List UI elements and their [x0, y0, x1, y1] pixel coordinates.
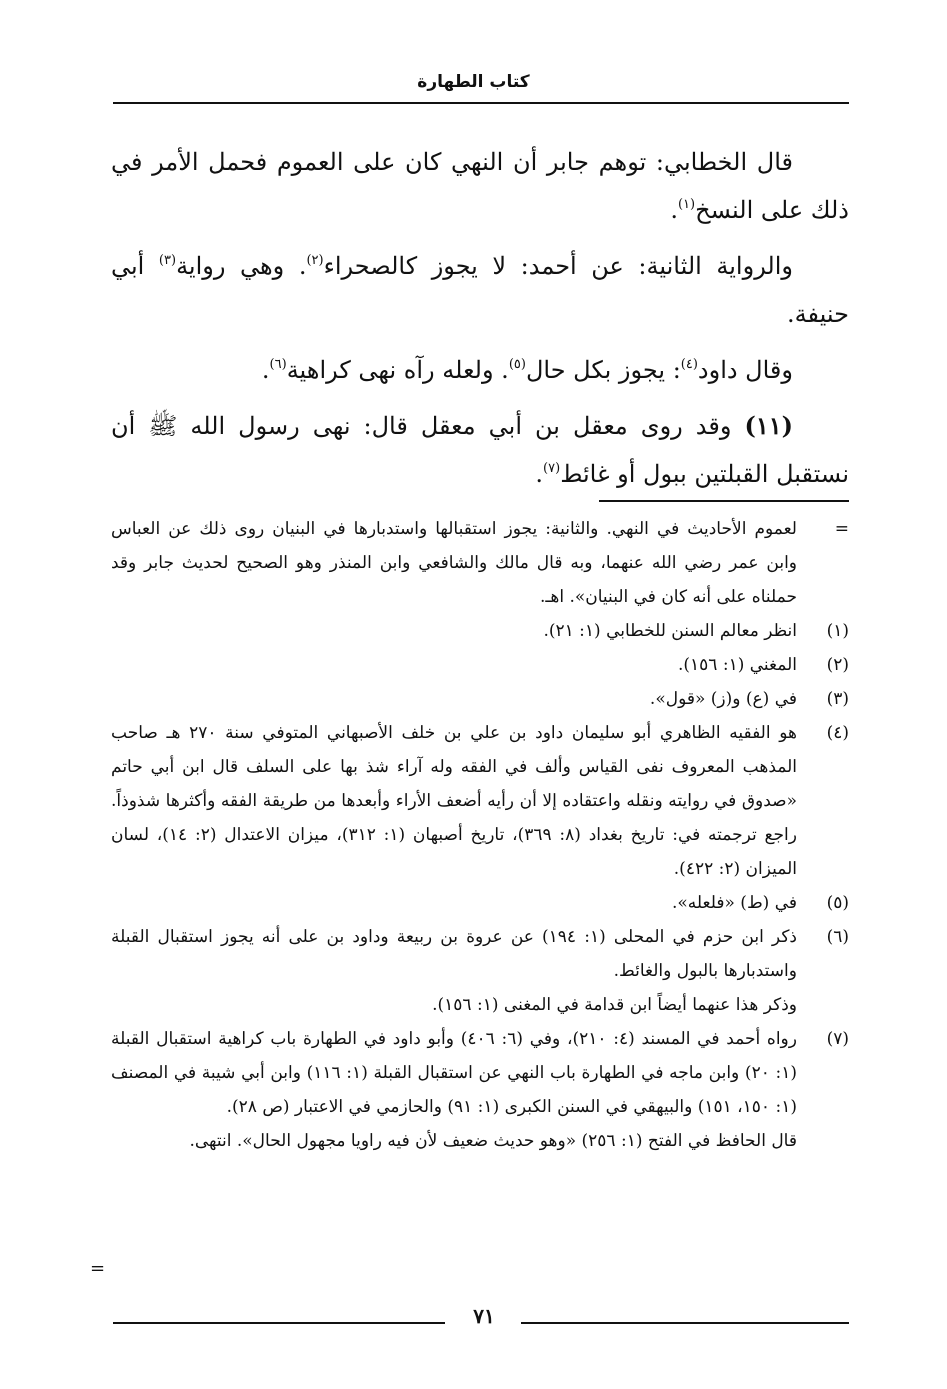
footnote-1	[111, 614, 849, 648]
footnote-4	[111, 716, 849, 886]
footnote-ref-3[interactable]: (٣)	[158, 253, 177, 268]
paragraph-text: وقال داود	[697, 356, 793, 384]
footnote-6-continuation: وذكر هذا عنهما أيضاً ابن قدامة في المغنى (١: ١٥٦).	[432, 995, 797, 1015]
paragraph-text: قال الخطابي: توهم جابر أن النهي كان على العموم فحمل الأمر في ذلك على النسخ	[111, 148, 849, 224]
paragraph-end: .	[670, 196, 678, 224]
main-text	[111, 138, 849, 506]
hadith-number: (١١)	[744, 411, 793, 440]
footnote-continued	[111, 512, 849, 614]
footnote-ref-5[interactable]: (٥)	[508, 357, 526, 372]
footnote-ref-4[interactable]: (٤)	[680, 357, 698, 372]
footnotes	[111, 512, 849, 1158]
paragraph-hadith-11	[111, 402, 849, 498]
footnote-5	[111, 886, 849, 920]
footnote-3	[111, 682, 849, 716]
page-number: ٧١	[473, 1304, 495, 1328]
footer-rule-right	[521, 1322, 849, 1324]
footnote-ref-2[interactable]: (٢)	[306, 253, 324, 268]
footnote-number: (٤)	[826, 723, 849, 743]
footnote-number: (٣)	[826, 689, 849, 709]
footnote-text: ذكر ابن حزم في المحلى (١: ١٩٤) عن عروة بن ربيعة وداود بن على أنه يجوز استقبال القبلة واستدبارها بالبول والغائط.	[111, 927, 797, 981]
footnote-ref-7[interactable]: (٧)	[543, 461, 561, 476]
paragraph-khattabi	[111, 138, 849, 234]
paragraph-end: .	[261, 356, 270, 384]
paragraph-text: . ولعله رآه نهى كراهية	[286, 356, 509, 384]
footer-rule-left	[113, 1322, 445, 1324]
footnote-text: لعموم الأحاديث في النهي. والثانية: يجوز استقبالها واستدبارها في البنيان روى ذلك عن العباس وابن عمر رضي الله عنهما، وبه قال مالك والشافعي وابن المنذر وهو الصحيح لحديث جابر وقد حملناه على أنه كان في البنيان». اهـ.	[111, 519, 797, 607]
running-title: كتاب الطهارة	[417, 72, 530, 92]
footnote-ref-6[interactable]: (٦)	[269, 357, 287, 372]
footnote-text: المغني (١: ١٥٦).	[677, 655, 797, 675]
footnote-number: (٦)	[826, 927, 849, 947]
paragraph-text: وقد روى معقل بن أبي معقل قال: نهى رسول الله ﷺ أن نستقبل القبلتين ببول أو غائط	[111, 412, 849, 488]
paragraph-text: والرواية الثانية: عن أحمد: لا يجوز كالصحراء	[323, 252, 794, 280]
footnote-text: في (ط) «فلعله».	[672, 893, 797, 913]
footnote-ref-1[interactable]: (١)	[677, 197, 696, 212]
header-rule	[113, 102, 849, 104]
footnote-2	[111, 648, 849, 682]
footnote-number: (٧)	[826, 1029, 849, 1049]
footnote-text: رواه أحمد في المسند (٤: ٢١٠)، وفي (٦: ٤٠٦) وأبو داود في الطهارة باب كراهية استقبال القبلة (١: ٢٠) وابن ماجه في الطهارة باب النهي عن استقبال القبلة (١: ١١٦) وابن أبي شيبة في المصنف (١: ١٥٠، ١٥١) والبيهقي في السنن الكبرى (١: ٩١) والحازمي في الاعتبار (ص ٢٨).	[111, 1029, 797, 1117]
paragraph-text: أبي حنيفة.	[111, 252, 849, 328]
paragraph-second-narration	[111, 242, 849, 338]
footnote-text: في (ع) و(ز) «قول».	[649, 689, 797, 709]
footnote-number: (٥)	[826, 893, 849, 913]
footnote-separator	[599, 500, 849, 502]
paragraph-text: : يجوز بكل حال	[525, 356, 681, 384]
footnote-text: انظر معالم السنن للخطابي (١: ٢١).	[543, 621, 797, 641]
paragraph-end: .	[535, 460, 544, 488]
footnote-number: (١)	[826, 621, 849, 641]
footnote-7	[111, 1022, 849, 1124]
continued-marker: =	[834, 519, 849, 539]
paragraph-dawud	[111, 346, 849, 394]
next-page-continuation-marker: =	[90, 1258, 106, 1279]
paragraph-text: . وهي رواية	[176, 252, 307, 280]
footnote-7-continuation: قال الحافظ في الفتح (١: ٢٥٦) «وهو حديث ضعيف لأن فيه راويا مجهول الحال». انتهى.	[189, 1131, 797, 1151]
footnote-text: هو الفقيه الظاهري أبو سليمان داود بن علي بن خلف الأصبهاني المتوفي سنة ٢٧٠ هـ صاحب المذهب المعروف نفى القياس وألف في الفقه وله آراء شذ بها على السلف قال ابن أبي حاتم «صدوق في روايته ونقله واعتقاده إلا أن رأيه أضعف الأراء وأبعدها من طريقة الفقه وأكثرها شذوذاً. راجع ترجمته في: تاريخ بغداد (٨: ٣٦٩)، تاريخ أصبهان (١: ٣١٢)، ميزان الاعتدال (٢: ١٤)، لسان الميزان (٢: ٤٢٢).	[111, 723, 797, 879]
footnote-6	[111, 920, 849, 988]
footnote-number: (٢)	[826, 655, 849, 675]
